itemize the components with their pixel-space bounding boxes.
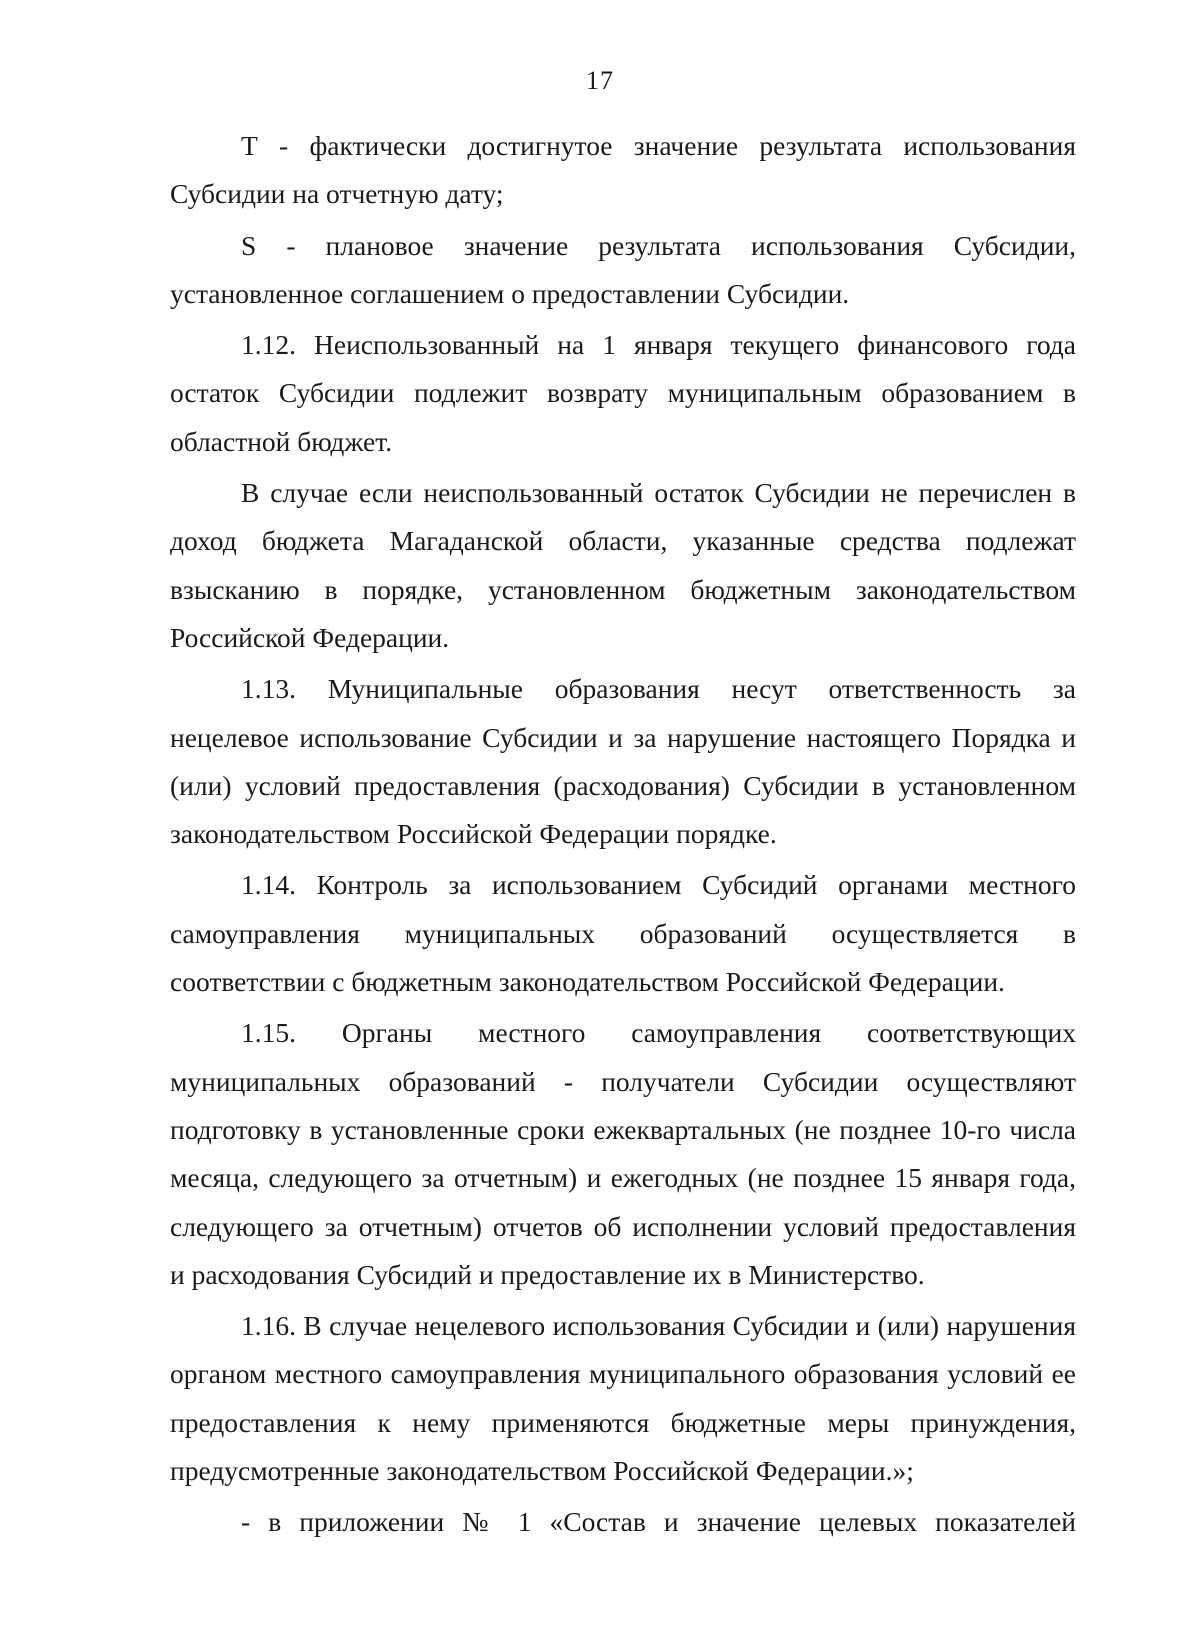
text-line: 1.12. Неиспользованный на 1 января текущего финансового года [241,329,1076,361]
paragraph-appendix-1-ref [170,1498,1076,1546]
text-line: (или) условий предоставления (расходования) Субсидии в установленном [170,769,1076,801]
text-line: 1.14. Контроль за использованием Субсидий органами местного [241,869,1076,901]
text-line: соответствии с бюджетным законодательством Российской Федерации. [170,966,1005,998]
text-line: 1.16. В случае нецелевого использования Субсидии и (или) нарушения [241,1310,1076,1342]
paragraph-clause-1-16 [170,1302,1076,1495]
text-line: S - плановое значение результата использования Субсидии, [241,229,1076,261]
text-line: 1.13. Муниципальные образования несут ответственность за [241,673,1076,705]
paragraph-clause-1-13 [170,665,1076,858]
text-line: доход бюджета Магаданской области, указанные средства подлежат [170,525,1076,557]
paragraph-clause-1-12-cont [170,469,1076,662]
page-number: 17 [586,66,614,95]
text-line: нецелевое использование Субсидии и за нарушение настоящего Порядка и [170,721,1076,753]
text-line: взысканию в порядке, установленном бюджетным законодательством [170,573,1076,605]
text-line: установленное соглашением о предоставлении Субсидии. [170,277,850,309]
paragraph-clause-1-14 [170,861,1076,1006]
text-line: следующего за отчетным) отчетов об исполнении условий предоставления [170,1210,1076,1242]
text-line: подготовку в установленные сроки ежеквартальных (не позднее 10-го числа [170,1113,1076,1145]
text-line: областной бюджет. [170,425,393,457]
paragraph-clause-1-12 [170,321,1076,466]
paragraph-t-definition [170,122,1076,219]
text-line: Т - фактически достигнутое значение результата использования [241,130,1076,161]
paragraph-clause-1-15 [170,1009,1076,1299]
text-line: муниципальных образований - получатели Субсидии осуществляют [170,1065,1076,1097]
text-line: месяца, следующего за отчетным) и ежегодных (не позднее 15 января года, [170,1162,1076,1194]
paragraph-s-definition [170,222,1076,319]
text-line: остаток Субсидии подлежит возврату муниципальным образованием в [170,377,1076,409]
text-line: законодательством Российской Федерации порядке. [170,818,777,850]
text-line: самоуправления муниципальных образований осуществляется в [170,917,1076,949]
text-line: В случае если неиспользованный остаток Субсидии не перечислен в [241,477,1076,509]
text-line: и расходования Субсидий и предоставление их в Министерство. [170,1258,925,1290]
text-line: Российской Федерации. [170,621,450,653]
document-body [170,122,1076,1547]
text-line: Субсидии на отчетную дату; [170,178,504,210]
text-line: органом местного самоуправления муниципального образования условий ее [170,1358,1076,1390]
text-line: предусмотренные законодательством Российской Федерации.»; [170,1455,914,1487]
text-line: предоставления к нему применяются бюджетные меры принуждения, [170,1406,1076,1438]
text-line: - в приложении № 1 «Состав и значение целевых показателей [241,1506,1076,1538]
text-line: 1.15. Органы местного самоуправления соответствующих [241,1017,1076,1049]
